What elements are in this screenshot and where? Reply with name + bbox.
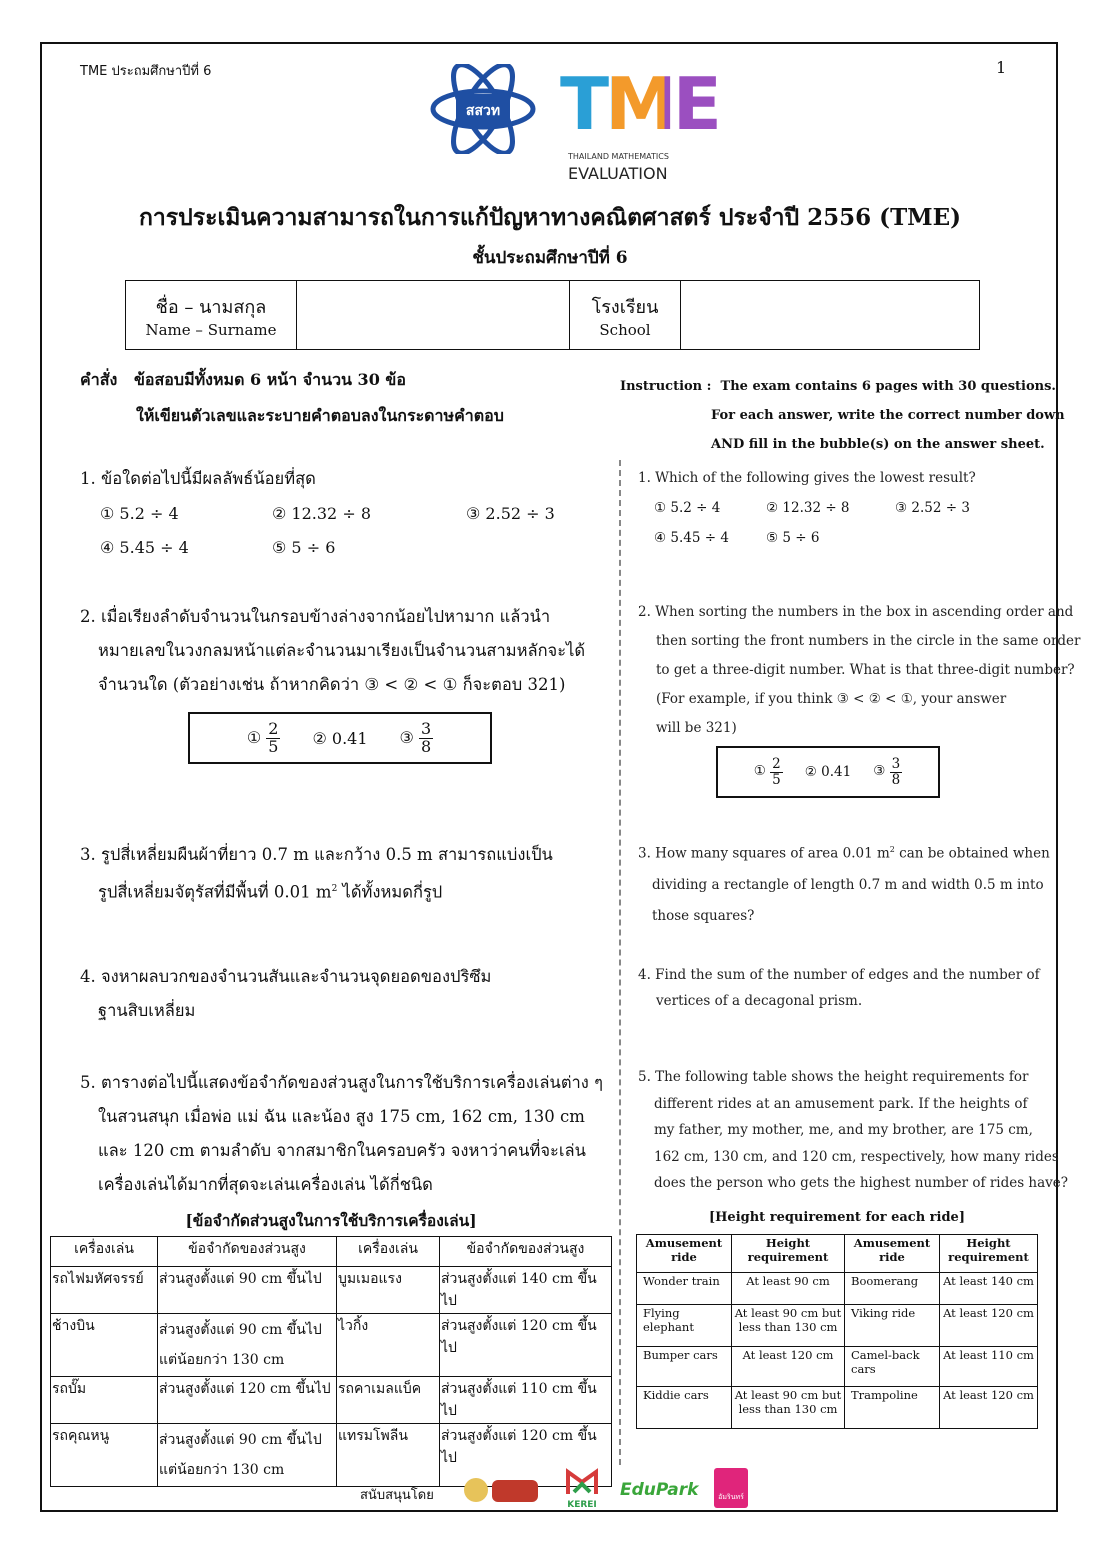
instruction-th-label: คำสั่ง: [80, 370, 118, 389]
q4-th-line1: 4. จงหาผลบวกของจำนวนสันและจำนวนจุดยอดของปริซึม: [80, 967, 492, 986]
table-cell: ส่วนสูงตั้งแต่ 120 cm ขึ้นไป: [440, 1314, 612, 1377]
tme-logo: [560, 62, 718, 185]
q5-en-line5: does the person who gets the highest number of rides have?: [654, 1175, 1069, 1191]
q2-text-en: [638, 598, 1080, 743]
q5-table-en: [636, 1234, 1038, 1429]
table-cell: ช้างบิน: [51, 1314, 158, 1377]
q5-th-header-4: ข้อจำกัดของส่วนสูง: [440, 1237, 612, 1267]
q5-table-th: [50, 1236, 612, 1487]
q5-en-line4: 162 cm, 130 cm, and 120 cm, respectively, how many rides: [654, 1148, 1059, 1165]
table-row: [51, 1267, 612, 1314]
q2-en-item-1: ① $\frac{2}{5}$: [753, 756, 781, 788]
table-row: [637, 1347, 1038, 1387]
q3-th-line1: 3. รูปสี่เหลี่ยมผืนผ้าที่ยาว 0.7 m และกว้าง 0.5 m สามารถแบ่งเป็น: [80, 845, 553, 864]
table-cell: At least 110 cm: [940, 1347, 1038, 1387]
q5-th-line2: ในสวนสนุก เมื่อพ่อ แม่ ฉัน และน้อง สูง 175 cm, 162 cm, 130 cm: [98, 1107, 585, 1126]
edupark-logo-text: EduPark: [620, 1480, 699, 1500]
q3-en-line2: dividing a rectangle of length 0.7 m and width 0.5 m into: [652, 876, 1044, 893]
q3-en-line1: 3. How many squares of area 0.01 m: [638, 845, 890, 862]
q5-th-line3: และ 120 cm ตามลำดับ จากสมาชิกในครอบครัว จงหาว่าคนที่จะเล่น: [98, 1141, 586, 1160]
header-label: TME ประถมศึกษาปีที่ 6: [80, 64, 212, 79]
q5-en-header-1: Amusement ride: [637, 1235, 732, 1273]
table-cell: ส่วนสูงตั้งแต่ 120 cm ขึ้นไป: [440, 1424, 612, 1487]
table-cell: รถคาเมลแบ็ค: [337, 1377, 440, 1424]
table-cell: At least 120 cm: [940, 1387, 1038, 1429]
q3-text-en: [638, 834, 1050, 932]
instruction-th: [80, 368, 406, 393]
q1-en-option-5: ⑤ 5 ÷ 6: [766, 530, 820, 546]
q2-en-line2: then sorting the front numbers in the circle in the same order: [656, 633, 1081, 649]
q5-en-header-4: Height requirement: [940, 1235, 1038, 1273]
q1-option-1: ① 5.2 ÷ 4: [100, 504, 179, 523]
q1-en-option-2: ② 12.32 ÷ 8: [766, 500, 850, 516]
page-title: การประเมินความสามารถในการแก้ปัญหาทางคณิตศาสตร์ ประจำปี 2556 (TME): [138, 204, 962, 231]
q2-item-3: ③ $\frac{3}{8}$: [399, 718, 432, 756]
q2-en-line4: (For example, if you think ③ < ② < ①, your answer: [656, 691, 1007, 707]
name-label-cell: [126, 281, 297, 350]
table-row: [51, 1377, 612, 1424]
table-row: [51, 1314, 612, 1377]
q1-en-option-3: ③ 2.52 ÷ 3: [895, 500, 970, 516]
table-cell: Boomerang: [845, 1273, 940, 1305]
q2-en-line5: will be 321): [656, 720, 737, 736]
instruction-en-line3: AND fill in the bubble(s) on the answer sheet.: [711, 437, 1045, 452]
q2-box-en: [716, 746, 940, 798]
table-cell: แทรมโพลีน: [337, 1424, 440, 1487]
table-cell: Viking ride: [845, 1305, 940, 1347]
q3-text-th: [80, 838, 553, 910]
sponsor-logo-1: [462, 1470, 542, 1510]
q4-en-line1: 4. Find the sum of the number of edges and the number of: [638, 967, 1040, 983]
q5-table-title-en: [Height requirement for each ride]: [709, 1210, 965, 1225]
q5-en-header-3: Amusement ride: [845, 1235, 940, 1273]
q2-text-th: [80, 600, 585, 702]
q5-th-header-2: ข้อจำกัดของส่วนสูง: [158, 1237, 337, 1267]
school-field[interactable]: [681, 281, 980, 350]
q2-th-line1: 2. เมื่อเรียงลำดับจำนวนในกรอบข้างล่างจากน้อยไปหามาก แล้วนำ: [80, 607, 551, 626]
amarin-logo-text: อัมรินทร์: [718, 1493, 744, 1501]
q5-en-line2: different rides at an amusement park. If the heights of: [654, 1095, 1028, 1112]
q5-th-header-3: เครื่องเล่น: [337, 1237, 440, 1267]
table-cell: ส่วนสูงตั้งแต่ 120 cm ขึ้นไป: [158, 1377, 337, 1424]
q5-text-th: [80, 1066, 603, 1202]
q3-th-line2b: ได้ทั้งหมดกี่รูป: [337, 882, 443, 902]
q2-en-item-3: ③ $\frac{3}{8}$: [873, 756, 901, 788]
table-cell: Bumper cars: [637, 1347, 732, 1387]
table-cell: Kiddie cars: [637, 1387, 732, 1429]
page-subtitle: ชั้นประถมศึกษาปีที่ 6: [472, 248, 628, 268]
table-cell: ส่วนสูงตั้งแต่ 110 cm ขึ้นไป: [440, 1377, 612, 1424]
q1-text-th: 1. ข้อใดต่อไปนี้มีผลลัพธ์น้อยที่สุด: [80, 469, 316, 488]
name-label-th: ชื่อ – นามสกุล: [155, 296, 267, 318]
ipst-logo-text: สสวท: [465, 103, 501, 119]
table-cell: Trampoline: [845, 1387, 940, 1429]
table-cell: At least 140 cm: [940, 1273, 1038, 1305]
q5-en-line3: my father, my mother, me, and my brother, are 175 cm,: [654, 1122, 1033, 1138]
q3-en-sup: 2: [889, 845, 895, 854]
q3-th-line2: รูปสี่เหลี่ยมจัตุรัสที่มีพื้นที่ 0.01 m: [98, 882, 332, 902]
q5-th-line4: เครื่องเล่นได้มากที่สุดจะเล่นเครื่องเล่น ได้กี่ชนิด: [98, 1175, 433, 1194]
q2-th-line2: หมายเลขในวงกลมหน้าแต่ละจำนวนมาเรียงเป็นจำนวนสามหลักจะได้: [98, 641, 586, 660]
q1-en-option-4: ④ 5.45 ÷ 4: [654, 530, 729, 546]
tme-logo-sub2: EVALUATION: [568, 164, 668, 183]
q1-option-5: ⑤ 5 ÷ 6: [272, 538, 336, 557]
school-label-cell: [570, 281, 681, 350]
page-number: 1: [996, 58, 1007, 77]
table-cell: Wonder train: [637, 1273, 732, 1305]
tme-logo-sub1: THAILAND MATHEMATICS: [568, 152, 669, 161]
q5-text-en: [638, 1064, 1068, 1197]
instruction-en-label: Instruction :: [620, 379, 712, 394]
sponsor-logo-kerei: [562, 1466, 602, 1510]
table-cell: ส่วนสูงตั้งแต่ 90 cm ขึ้นไป แต่น้อยกว่า 130 cm: [158, 1424, 337, 1487]
instruction-en: [620, 372, 1065, 459]
table-cell: รถไฟมหัศจรรย์: [51, 1267, 158, 1314]
q4-th-line2: ฐานสิบเหลี่ยม: [98, 1001, 196, 1020]
q1-option-2: ② 12.32 ÷ 8: [272, 504, 371, 523]
q1-en-option-1: ① 5.2 ÷ 4: [654, 500, 721, 516]
school-label-en: School: [599, 320, 651, 339]
instruction-en-line2: For each answer, write the correct number down: [711, 408, 1065, 423]
table-row: [637, 1305, 1038, 1347]
kerei-logo-text: KEREI: [567, 1500, 597, 1510]
q3-en-line1b: can be obtained when: [894, 845, 1050, 862]
q2-th-line3: จำนวนใด (ตัวอย่างเช่น ถ้าหากคิดว่า ③ < ② < ① ก็จะตอบ 321): [98, 675, 566, 694]
q4-text-th: [80, 960, 491, 1028]
table-cell: Camel-back cars: [845, 1347, 940, 1387]
name-field[interactable]: [297, 281, 570, 350]
table-cell: At least 120 cm: [940, 1305, 1038, 1347]
sponsor-logo-amarin: [714, 1468, 748, 1508]
q2-item-1: ① $\frac{2}{5}$: [246, 718, 279, 756]
q4-en-line2: vertices of a decagonal prism.: [656, 993, 863, 1009]
name-label-en: Name – Surname: [145, 320, 277, 339]
ipst-logo: [428, 64, 538, 154]
table-cell: ส่วนสูงตั้งแต่ 90 cm ขึ้นไป แต่น้อยกว่า 130 cm: [158, 1314, 337, 1377]
table-cell: At least 120 cm: [732, 1347, 845, 1387]
footer-label: สนับสนุนโดย: [360, 1488, 434, 1503]
q5-table-title-th: [ข้อจำกัดส่วนสูงในการใช้บริการเครื่องเล่น]: [185, 1211, 477, 1230]
table-cell: At least 90 cm but less than 130 cm: [732, 1305, 845, 1347]
table-cell: ส่วนสูงตั้งแต่ 90 cm ขึ้นไป: [158, 1267, 337, 1314]
q4-text-en: [638, 962, 1040, 1014]
q1-option-4: ④ 5.45 ÷ 4: [100, 538, 189, 557]
q5-en-header-2: Height requirement: [732, 1235, 845, 1273]
instruction-en-line1: The exam contains 6 pages with 30 questions.: [720, 379, 1056, 394]
q5-th-line1: 5. ตารางต่อไปนี้แสดงข้อจำกัดของส่วนสูงในการใช้บริการเครื่องเล่นต่าง ๆ: [80, 1073, 603, 1092]
q2-box-th: [188, 712, 492, 764]
table-cell: At least 90 cm: [732, 1273, 845, 1305]
table-row: [637, 1273, 1038, 1305]
q2-en-line1: 2. When sorting the numbers in the box in ascending order and: [638, 604, 1074, 620]
q5-en-line1: 5. The following table shows the height requirements for: [638, 1069, 1029, 1085]
q5-th-header-1: เครื่องเล่น: [51, 1237, 158, 1267]
tme-logo-letters: TME: [560, 62, 718, 146]
table-cell: บูมเมอแรง: [337, 1267, 440, 1314]
table-row: [637, 1387, 1038, 1429]
q1-option-3: ③ 2.52 ÷ 3: [466, 504, 555, 523]
q1-text-en: 1. Which of the following gives the lowest result?: [638, 470, 976, 486]
column-divider: [619, 460, 621, 1465]
table-cell: รถบั๊ม: [51, 1377, 158, 1424]
instruction-th-line1: ข้อสอบมีทั้งหมด 6 หน้า จำนวน 30 ข้อ: [133, 370, 406, 389]
table-cell: ส่วนสูงตั้งแต่ 140 cm ขึ้นไป: [440, 1267, 612, 1314]
q3-th-sup: 2: [331, 884, 338, 894]
table-cell: ไวกิ้ง: [337, 1314, 440, 1377]
table-cell: รถคุณหนู: [51, 1424, 158, 1487]
q2-en-line3: to get a three-digit number. What is that three-digit number?: [656, 662, 1075, 678]
q2-item-2: ② 0.41: [312, 728, 368, 748]
instruction-th-line2: ให้เขียนตัวเลขและระบายคำตอบลงในกระดาษคำตอบ: [136, 406, 504, 425]
table-cell: Flying elephant: [637, 1305, 732, 1347]
q2-en-item-2: ② 0.41: [804, 764, 852, 780]
table-cell: At least 90 cm but less than 130 cm: [732, 1387, 845, 1429]
q3-en-line3: those squares?: [652, 907, 755, 924]
school-label-th: โรงเรียน: [591, 296, 659, 318]
info-table: [125, 280, 980, 350]
